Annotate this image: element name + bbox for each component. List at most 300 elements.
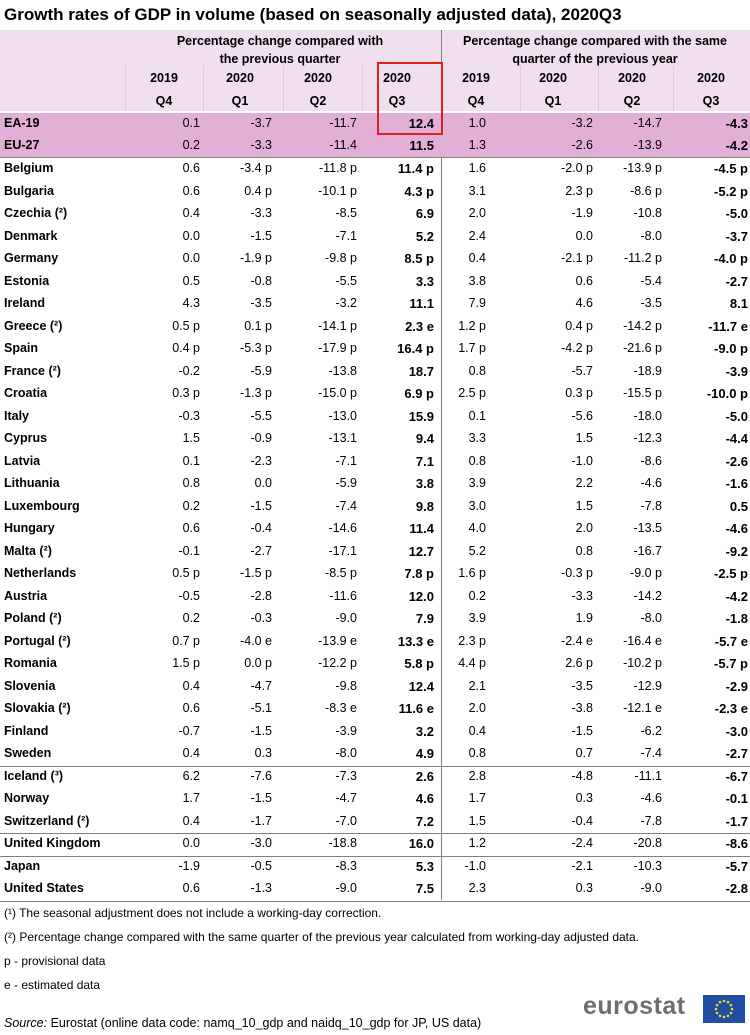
- cell-value: -0.3: [250, 611, 272, 625]
- header-column-divider: [520, 66, 521, 111]
- cell-value: -10.0 p: [706, 386, 748, 401]
- cell-value: -14.7: [633, 116, 662, 130]
- cell-value: 12.4: [408, 678, 434, 694]
- table-row: [0, 563, 750, 586]
- cell-value: -21.6 p: [623, 341, 662, 355]
- header-year-4: 2020: [383, 71, 411, 85]
- cell-value: -14.1 p: [318, 318, 357, 333]
- row-label: Poland (²): [4, 611, 62, 625]
- header-year-2: 2020: [226, 71, 254, 85]
- cell-value: 7.9: [468, 296, 486, 310]
- cell-value: -0.1: [725, 791, 748, 806]
- cell-value: 7.2: [415, 813, 434, 829]
- cell-value: -9.8: [335, 678, 357, 693]
- table-row: [0, 721, 750, 744]
- cell-value: 0.5 p: [172, 318, 200, 333]
- aggregate-row: [0, 135, 750, 157]
- cell-value: -0.5: [178, 588, 200, 603]
- cell-value: 0.4: [182, 813, 200, 828]
- cell-value: -0.4: [571, 813, 593, 828]
- cell-value: -18.0: [633, 408, 662, 423]
- cell-value: -13.9 e: [318, 633, 357, 648]
- cell-value: -2.0 p: [561, 161, 593, 175]
- cell-value: -4.2: [725, 588, 748, 604]
- cell-value: -18.9: [633, 363, 662, 378]
- cell-value: 2.3 p: [458, 633, 486, 648]
- table-row: [0, 338, 750, 361]
- cell-value: -2.6: [725, 453, 748, 469]
- cell-value: 0.3: [575, 791, 593, 805]
- table-row: [0, 293, 750, 316]
- cell-value: 11.4: [409, 521, 434, 536]
- cell-value: 0.6: [575, 273, 593, 288]
- row-label: Denmark: [4, 228, 58, 243]
- cell-value: -0.3: [178, 408, 200, 423]
- cell-value: 11.5: [409, 138, 434, 153]
- cell-value: 1.0: [468, 116, 486, 130]
- cell-value: 0.1: [182, 116, 200, 130]
- header-column-divider: [362, 66, 363, 111]
- cell-value: -8.6: [640, 453, 662, 468]
- cell-value: 0.4: [468, 251, 486, 265]
- aggregate-row: [0, 113, 750, 135]
- flag-star-icon: [723, 1000, 726, 1003]
- cell-value: 12.0: [408, 588, 434, 604]
- cell-value: -1.5: [250, 228, 272, 243]
- cell-value: 0.3 p: [565, 386, 593, 400]
- cell-value: 0.1: [182, 453, 200, 468]
- cell-value: 1.5: [575, 498, 593, 513]
- cell-value: -8.5: [335, 206, 357, 220]
- cell-value: -1.6: [725, 476, 748, 491]
- cell-value: -7.8: [640, 498, 662, 513]
- cell-value: -4.2: [725, 138, 748, 153]
- cell-value: 0.1: [468, 408, 486, 423]
- cell-value: 5.2: [468, 543, 486, 558]
- cell-value: 9.8: [415, 498, 434, 514]
- cell-value: -0.2: [178, 363, 200, 378]
- cell-value: 18.7: [408, 363, 434, 379]
- cell-value: -12.2 p: [318, 656, 357, 670]
- cell-value: -8.0: [335, 746, 357, 760]
- table-row: [0, 158, 750, 181]
- table-row: [0, 248, 750, 271]
- cell-value: 11.1: [409, 296, 434, 311]
- cell-value: -3.2: [335, 296, 357, 310]
- row-label: Belgium: [4, 161, 54, 175]
- cell-value: -2.4 e: [561, 633, 593, 648]
- cell-value: 0.2: [182, 611, 200, 625]
- cell-value: 3.3: [468, 431, 486, 445]
- header-quarter-4: Q3: [388, 94, 406, 108]
- cell-value: -4.8: [571, 768, 593, 783]
- cell-value: 6.9: [415, 206, 434, 221]
- table-row: [0, 473, 750, 496]
- header-column-divider: [125, 66, 126, 111]
- table-row: [0, 833, 750, 856]
- cell-value: -2.3: [250, 453, 272, 468]
- footnote-4: e - estimated data: [4, 978, 101, 992]
- cell-value: -2.7: [725, 273, 748, 289]
- cell-value: -2.5 p: [714, 566, 748, 581]
- cell-value: -5.9: [250, 363, 272, 378]
- cell-value: 0.4 p: [244, 183, 272, 198]
- row-label: United Kingdom: [4, 836, 101, 850]
- row-label: Japan: [4, 858, 41, 873]
- cell-value: -3.2: [571, 116, 593, 130]
- row-label: Luxembourg: [4, 498, 80, 513]
- cell-value: -3.5: [571, 678, 593, 693]
- flag-star-icon: [716, 1004, 719, 1007]
- cell-value: -8.5 p: [325, 566, 357, 580]
- cell-value: -16.7: [633, 543, 662, 558]
- header-year-7: 2020: [618, 71, 646, 85]
- cell-value: -2.3 e: [714, 701, 748, 716]
- table-row: [0, 361, 750, 384]
- header-quarter-2: Q1: [231, 94, 249, 108]
- table-row: [0, 406, 750, 429]
- cell-value: -4.7: [250, 678, 272, 693]
- cell-value: -9.8 p: [325, 251, 357, 265]
- row-label: Bulgaria: [4, 183, 55, 198]
- table-row: [0, 856, 750, 879]
- cell-value: 0.4: [468, 723, 486, 738]
- cell-value: -7.3: [335, 768, 357, 783]
- cell-value: -1.5 p: [240, 566, 272, 580]
- header-group-previous-quarter-line1: Percentage change compared with: [176, 34, 384, 48]
- cell-value: -10.3: [633, 858, 662, 873]
- footnote-2: (²) Percentage change compared with the same quarter of the previous year calculated from working-day adjusted data.: [4, 930, 640, 944]
- table-row: [0, 631, 750, 654]
- cell-value: -1.5: [571, 723, 593, 738]
- cell-value: -2.7: [725, 746, 748, 761]
- row-label: Finland: [4, 723, 49, 738]
- cell-value: 0.4: [182, 746, 200, 760]
- flag-star-icon: [723, 1016, 726, 1019]
- flag-star-icon: [727, 1015, 730, 1018]
- header-year-5: 2019: [462, 71, 490, 85]
- cell-value: 2.3: [468, 881, 486, 895]
- row-label: EA-19: [4, 116, 40, 130]
- header-quarter-5: Q4: [467, 94, 485, 108]
- row-label: Austria: [4, 588, 48, 603]
- cell-value: 2.3 e: [405, 318, 434, 334]
- cell-value: 2.6 p: [565, 656, 593, 670]
- cell-value: -11.6: [329, 588, 357, 603]
- cell-value: -0.8: [250, 273, 272, 288]
- cell-value: -5.7: [725, 858, 748, 874]
- cell-value: 7.5: [415, 881, 434, 896]
- cell-value: -4.3: [725, 116, 748, 131]
- table-row: [0, 811, 750, 834]
- cell-value: -1.9: [178, 858, 200, 873]
- cell-value: 2.1: [468, 678, 486, 693]
- cell-value: 9.4: [415, 431, 434, 446]
- cell-value: 8.1: [729, 296, 748, 311]
- header-year-1: 2019: [150, 71, 178, 85]
- cell-value: -7.1: [335, 453, 357, 468]
- cell-value: -7.4: [640, 746, 662, 760]
- table-row: [0, 586, 750, 609]
- cell-value: 5.2: [415, 228, 434, 244]
- cell-value: -16.4 e: [623, 633, 662, 648]
- cell-value: -5.7 p: [714, 656, 748, 671]
- cell-value: -10.2 p: [623, 656, 662, 670]
- cell-value: -13.9: [633, 138, 662, 152]
- cell-value: 0.5: [729, 498, 748, 514]
- cell-value: -9.0 p: [714, 341, 748, 356]
- cell-value: 2.5 p: [458, 386, 486, 400]
- row-separator: [0, 766, 750, 767]
- cell-value: 0.4 p: [172, 341, 200, 355]
- cell-value: -9.0 p: [630, 566, 662, 580]
- cell-value: 3.0: [468, 498, 486, 513]
- cell-value: 0.2: [468, 588, 486, 603]
- flag-star-icon: [719, 1015, 722, 1018]
- cell-value: 3.9: [468, 611, 486, 625]
- cell-value: 2.0: [468, 206, 486, 220]
- row-label: Italy: [4, 408, 30, 423]
- cell-value: -1.0: [464, 858, 486, 873]
- row-label: Netherlands: [4, 566, 77, 580]
- header-quarter-7: Q2: [623, 94, 641, 108]
- cell-value: -0.5: [250, 858, 272, 873]
- row-label: Latvia: [4, 453, 41, 468]
- source-text: Eurostat (online data code: namq_10_gdp and naidq_10_gdp for JP, US data): [47, 1016, 482, 1030]
- table-row: [0, 698, 750, 721]
- header-quarter-8: Q3: [702, 94, 720, 108]
- cell-value: -4.4: [725, 431, 748, 446]
- cell-value: 0.0: [182, 836, 200, 850]
- cell-value: -5.4: [640, 273, 662, 288]
- cell-value: -12.9: [633, 678, 662, 693]
- footnote-1: (¹) The seasonal adjustment does not include a working-day correction.: [4, 906, 382, 920]
- flag-star-icon: [716, 1012, 719, 1015]
- cell-value: 3.2: [415, 723, 434, 739]
- cell-value: 2.3 p: [565, 183, 593, 198]
- highlight-box: [377, 62, 443, 135]
- cell-value: 1.5: [182, 431, 200, 445]
- cell-value: -11.4: [329, 138, 357, 152]
- header-column-divider: [673, 66, 674, 111]
- cell-value: 7.1: [415, 453, 434, 469]
- cell-value: 3.8: [468, 273, 486, 288]
- cell-value: -5.7 e: [714, 633, 748, 649]
- cell-value: 4.6: [575, 296, 593, 310]
- cell-value: 12.7: [408, 543, 434, 559]
- cell-value: -3.9: [725, 363, 748, 379]
- cell-value: -5.3 p: [240, 341, 272, 355]
- cell-value: 1.9: [575, 611, 593, 625]
- source-label: Source:: [4, 1016, 48, 1030]
- cell-value: -7.6: [250, 768, 272, 783]
- cell-value: -4.6: [725, 521, 748, 536]
- eu-flag-icon: [703, 995, 745, 1023]
- cell-value: -9.2: [725, 543, 748, 559]
- eurostat-logo-text: eurostat: [583, 992, 686, 1020]
- table-row: [0, 271, 750, 294]
- row-label: Germany: [4, 251, 59, 265]
- cell-value: -3.3: [250, 206, 272, 220]
- flag-star-icon: [731, 1008, 734, 1011]
- row-label: Switzerland (²): [4, 813, 90, 828]
- table-row: [0, 203, 750, 226]
- cell-value: 0.0: [182, 251, 200, 265]
- cell-value: 0.0: [254, 476, 272, 490]
- header-column-divider: [283, 66, 284, 111]
- cell-value: -1.9 p: [240, 251, 272, 265]
- cell-value: 1.7 p: [458, 341, 486, 355]
- cell-value: -3.3: [250, 138, 272, 152]
- cell-value: -2.7: [250, 543, 272, 558]
- cell-value: 1.3: [468, 138, 486, 152]
- cell-value: -3.0: [725, 723, 748, 739]
- cell-value: 4.9: [415, 746, 434, 761]
- cell-value: -9.0: [335, 611, 357, 625]
- cell-value: 0.6: [182, 161, 200, 175]
- cell-value: 0.0: [182, 228, 200, 243]
- cell-value: -9.0: [640, 881, 662, 895]
- cell-value: 15.9: [408, 408, 434, 424]
- cell-value: -13.1: [328, 431, 357, 445]
- cell-value: -5.9: [335, 476, 357, 490]
- cell-value: 2.0: [468, 701, 486, 715]
- flag-star-icon: [730, 1012, 733, 1015]
- cell-value: -11.7: [329, 116, 357, 130]
- cell-value: 0.7: [575, 746, 593, 760]
- table-title: Growth rates of GDP in volume (based on seasonally adjusted data), 2020Q3: [4, 5, 622, 24]
- cell-value: -5.1: [250, 701, 272, 715]
- table-row: [0, 428, 750, 451]
- cell-value: -6.7: [725, 768, 748, 784]
- cell-value: -2.8: [250, 588, 272, 603]
- flag-star-icon: [727, 1001, 730, 1004]
- cell-value: 4.3 p: [404, 183, 434, 199]
- cell-value: -5.5: [250, 408, 272, 423]
- cell-value: 0.5: [182, 273, 200, 288]
- header-column-divider: [598, 66, 599, 111]
- row-label: Norway: [4, 791, 50, 805]
- cell-value: 0.6: [182, 881, 200, 895]
- cell-value: -3.9: [335, 723, 357, 738]
- cell-value: -3.0: [250, 836, 272, 850]
- flag-star-icon: [715, 1008, 718, 1011]
- row-label: United States: [4, 881, 84, 895]
- cell-value: -11.1: [634, 768, 662, 783]
- cell-value: 0.0 p: [244, 656, 272, 670]
- cell-value: -10.1 p: [318, 183, 357, 198]
- header-group-previous-year: [440, 32, 750, 68]
- cell-value: 0.4: [182, 206, 200, 220]
- cell-value: 5.8 p: [404, 656, 434, 671]
- cell-value: 4.0: [468, 521, 486, 535]
- cell-value: -5.6: [571, 408, 593, 423]
- cell-value: 7.8 p: [404, 566, 434, 581]
- row-label: Cyprus: [4, 431, 48, 445]
- cell-value: -4.2 p: [561, 341, 593, 355]
- cell-value: -5.2 p: [714, 183, 748, 199]
- cell-value: 0.3: [575, 881, 593, 895]
- cell-value: -18.8: [328, 836, 357, 850]
- cell-value: -8.3: [335, 858, 357, 873]
- row-separator: [0, 157, 750, 158]
- cell-value: 2.4: [468, 228, 486, 243]
- cell-value: -13.5: [633, 521, 662, 535]
- row-label: Sweden: [4, 746, 52, 760]
- header-quarter-1: Q4: [155, 94, 173, 108]
- table-row: [0, 788, 750, 811]
- table-row: [0, 676, 750, 699]
- cell-value: -2.1 p: [561, 251, 593, 265]
- cell-value: 2.2: [575, 476, 593, 490]
- cell-value: 0.0: [575, 228, 593, 243]
- cell-value: -0.4: [250, 521, 272, 535]
- cell-value: 0.8: [468, 453, 486, 468]
- row-label: EU-27: [4, 138, 40, 152]
- source-line: [4, 1016, 481, 1030]
- cell-value: -3.4 p: [240, 161, 272, 175]
- row-separator: [0, 901, 750, 902]
- cell-value: 1.7: [468, 791, 486, 805]
- table-row: [0, 451, 750, 474]
- cell-value: -14.6: [328, 521, 357, 535]
- table-row: [0, 496, 750, 519]
- row-label: Croatia: [4, 386, 48, 400]
- table-row: [0, 181, 750, 204]
- cell-value: 8.5 p: [404, 251, 434, 266]
- cell-value: -5.7: [571, 363, 593, 378]
- cell-value: -0.9: [250, 431, 272, 445]
- flag-star-icon: [719, 1001, 722, 1004]
- header-group-previous-year-line2: quarter of the previous year: [512, 52, 678, 66]
- cell-value: 12.4: [408, 116, 434, 131]
- cell-value: -13.9 p: [623, 161, 662, 175]
- cell-value: -8.3 e: [325, 701, 357, 715]
- table-row: [0, 518, 750, 541]
- cell-value: -3.7: [250, 116, 272, 130]
- header-year-8: 2020: [697, 71, 725, 85]
- cell-value: -12.1 e: [623, 701, 662, 715]
- cell-value: -1.8: [725, 611, 748, 626]
- cell-value: -11.8 p: [319, 161, 357, 175]
- cell-value: -1.5: [250, 723, 272, 738]
- cell-value: 1.2 p: [458, 318, 486, 333]
- cell-value: -8.0: [640, 228, 662, 243]
- cell-value: -11.2 p: [624, 251, 662, 265]
- cell-value: 11.4 p: [397, 161, 434, 176]
- row-label: Portugal (²): [4, 633, 71, 648]
- cell-value: -0.3 p: [561, 566, 593, 580]
- cell-value: 0.3 p: [172, 386, 200, 400]
- cell-value: -2.9: [725, 678, 748, 694]
- header-column-divider: [203, 66, 204, 111]
- row-label: France (²): [4, 363, 61, 378]
- header-group-previous-quarter-line2: the previous quarter: [219, 52, 341, 66]
- table-row: [0, 316, 750, 339]
- cell-value: -15.0 p: [318, 386, 357, 400]
- table-row: [0, 766, 750, 789]
- cell-value: -5.5: [335, 273, 357, 288]
- cell-value: -1.0: [571, 453, 593, 468]
- row-label: Lithuania: [4, 476, 60, 490]
- cell-value: 3.3: [415, 273, 434, 289]
- row-separator: [0, 833, 750, 834]
- cell-value: -14.2 p: [623, 318, 662, 333]
- cell-value: -12.3: [633, 431, 662, 445]
- cell-value: 7.9: [415, 611, 434, 626]
- cell-value: 0.8: [468, 363, 486, 378]
- header-group-previous-year-line1: Percentage change compared with the same: [463, 34, 727, 48]
